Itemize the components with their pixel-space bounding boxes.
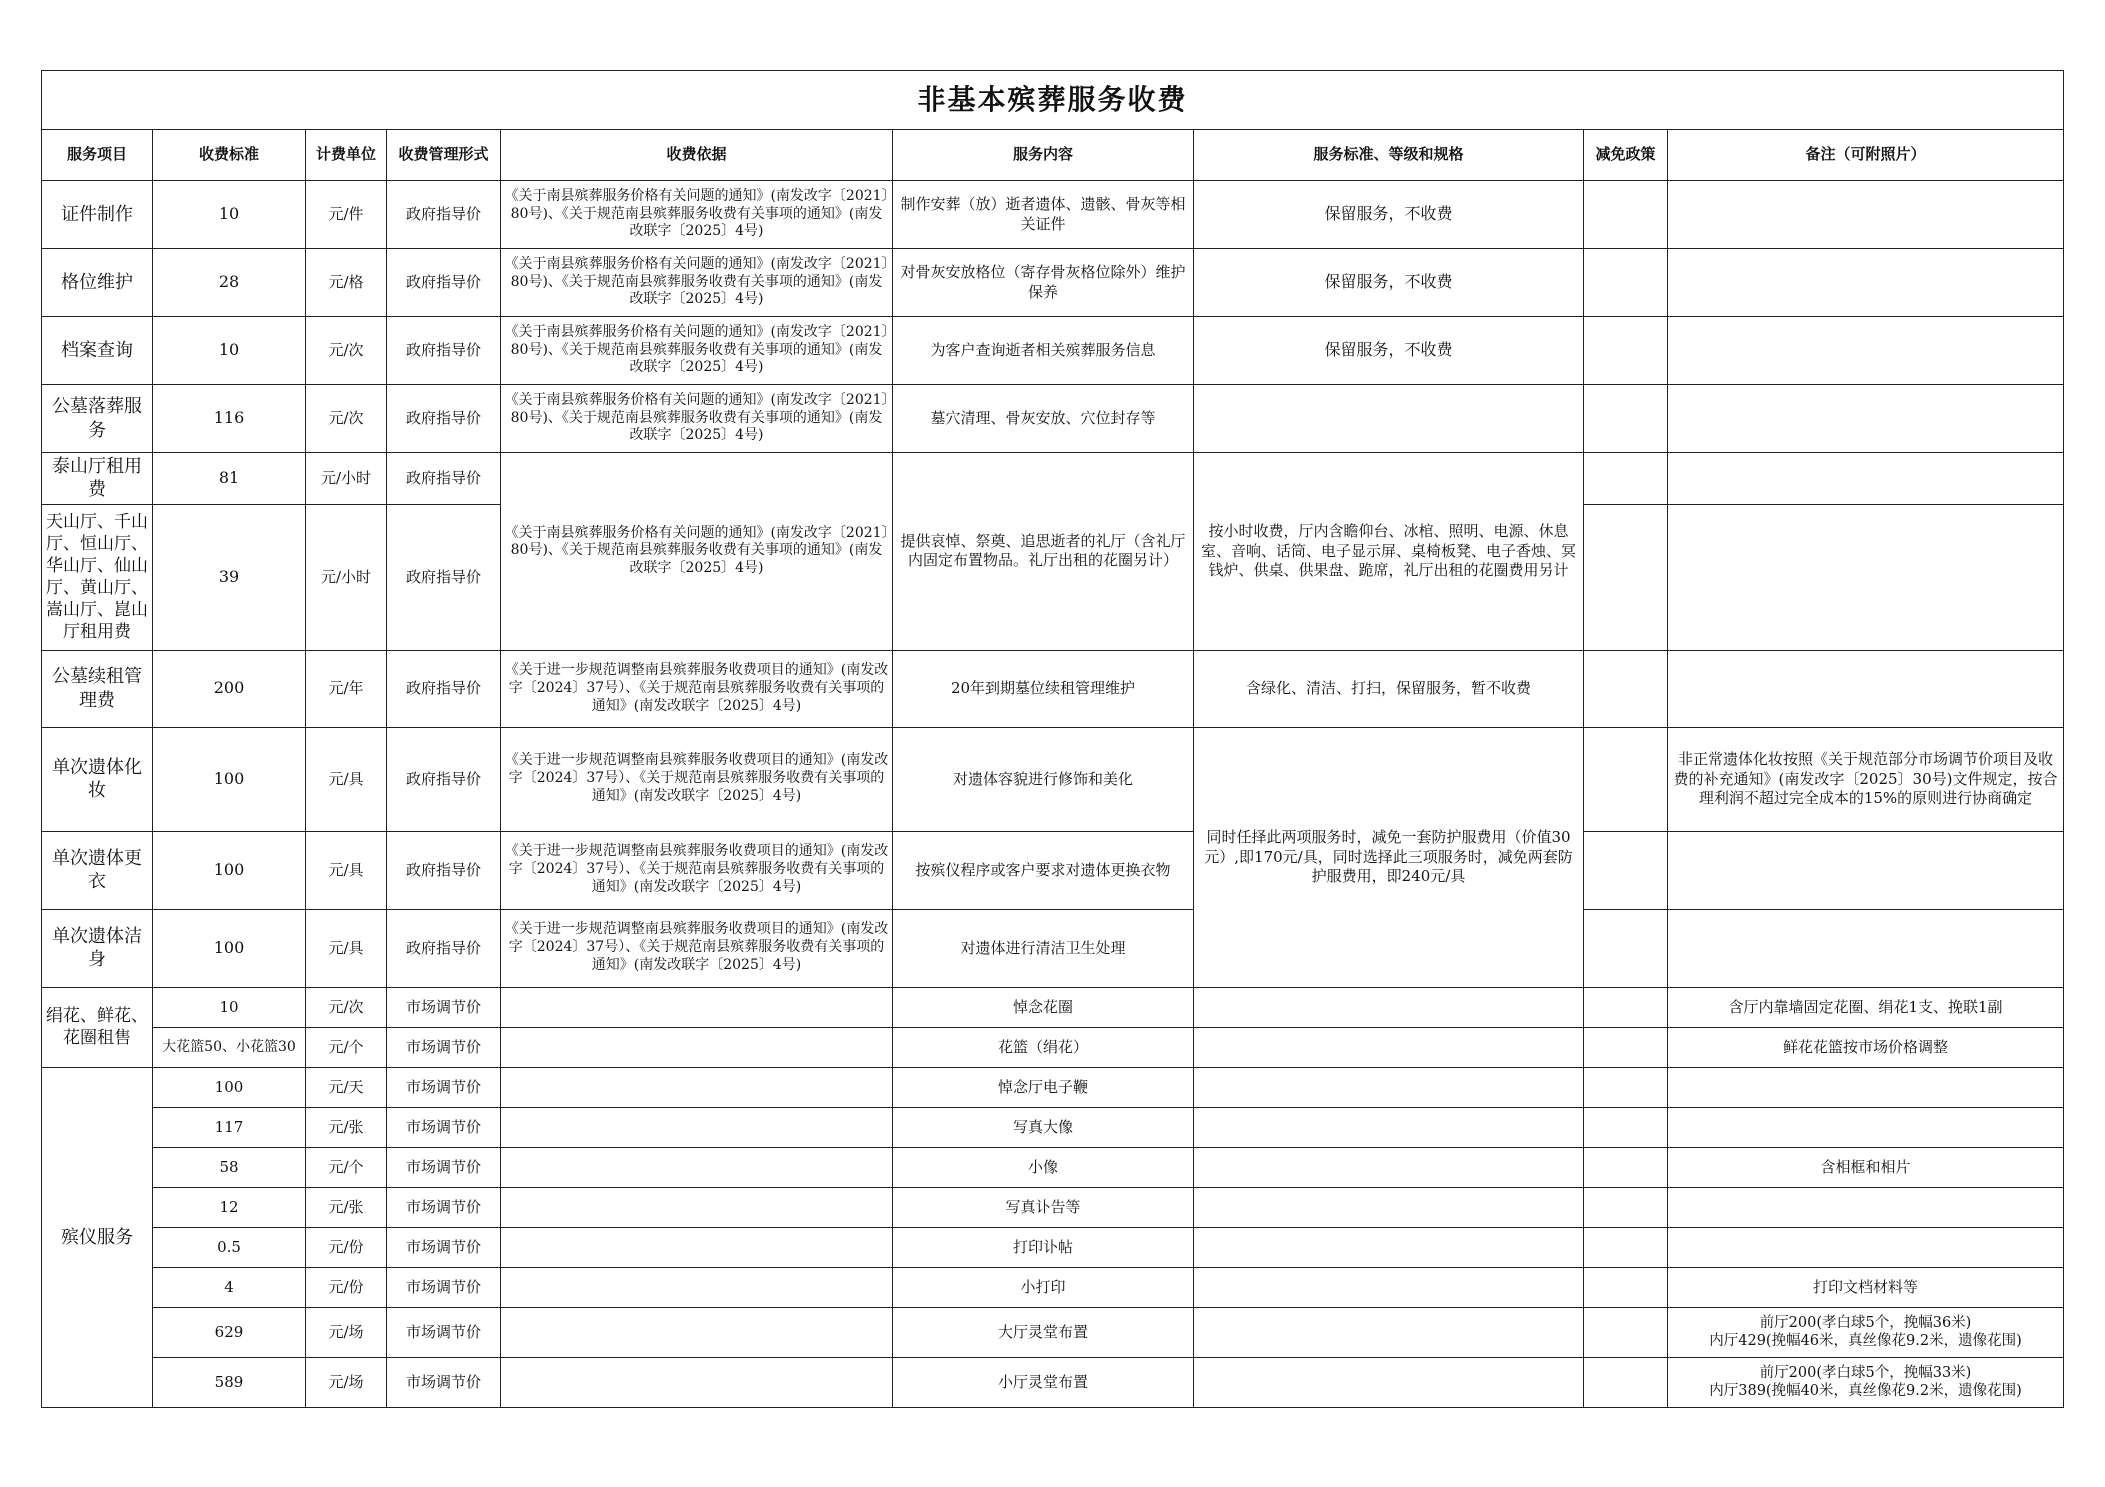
item-price: 4 [153, 1267, 306, 1307]
item-standard [1194, 1067, 1584, 1107]
item-content: 小打印 [893, 1267, 1194, 1307]
item-mgmt: 市场调节价 [387, 1267, 501, 1307]
item-basis: 《关于南县殡葬服务价格有关问题的通知》(南发改字〔2021〕80号)、《关于规范南县殡葬服务收费有关事项的通知》(南发改联字〔2025〕4号) [501, 249, 893, 317]
item-name: 证件制作 [42, 181, 153, 249]
item-relief [1584, 1267, 1668, 1307]
item-basis: 《关于南县殡葬服务价格有关问题的通知》(南发改字〔2021〕80号)、《关于规范南县殡葬服务收费有关事项的通知》(南发改联字〔2025〕4号) [501, 453, 893, 651]
item-standard [1194, 1357, 1584, 1407]
item-standard [1194, 1227, 1584, 1267]
item-basis: 《关于南县殡葬服务价格有关问题的通知》(南发改字〔2021〕80号)、《关于规范南县殡葬服务收费有关事项的通知》(南发改联字〔2025〕4号) [501, 181, 893, 249]
item-name: 单次遗体洁身 [42, 909, 153, 987]
item-unit: 元/小时 [306, 453, 387, 505]
item-standard [1194, 385, 1584, 453]
item-content: 按殡仪程序或客户要求对遗体更换衣物 [893, 831, 1194, 909]
table-row [42, 1187, 2064, 1227]
item-note [1668, 1067, 2064, 1107]
item-standard: 含绿化、清洁、打扫，保留服务，暂不收费 [1194, 650, 1584, 727]
item-mgmt: 市场调节价 [387, 987, 501, 1027]
item-unit: 元/年 [306, 650, 387, 727]
item-content: 为客户查询逝者相关殡葬服务信息 [893, 317, 1194, 385]
item-content: 小厅灵堂布置 [893, 1357, 1194, 1407]
item-relief [1584, 249, 1668, 317]
item-unit: 元/具 [306, 831, 387, 909]
item-note [1668, 650, 2064, 727]
fee-table [41, 70, 2064, 1408]
item-unit: 元/场 [306, 1307, 387, 1357]
item-mgmt: 市场调节价 [387, 1107, 501, 1147]
item-unit: 元/张 [306, 1187, 387, 1227]
header-cell: 服务项目 [42, 130, 153, 181]
table-row [42, 1027, 2064, 1067]
table-row [42, 831, 2064, 909]
table-row [42, 1067, 2064, 1107]
item-unit: 元/格 [306, 249, 387, 317]
item-unit: 元/件 [306, 181, 387, 249]
item-note [1668, 249, 2064, 317]
item-note [1668, 453, 2064, 505]
item-standard [1194, 1107, 1584, 1147]
item-mgmt: 市场调节价 [387, 1307, 501, 1357]
header-cell: 服务内容 [893, 130, 1194, 181]
header-cell: 收费依据 [501, 130, 893, 181]
item-relief [1584, 504, 1668, 650]
item-name: 档案查询 [42, 317, 153, 385]
item-standard: 保留服务，不收费 [1194, 317, 1584, 385]
item-unit: 元/具 [306, 727, 387, 831]
item-mgmt: 市场调节价 [387, 1067, 501, 1107]
item-unit: 元/张 [306, 1107, 387, 1147]
item-basis [501, 1227, 893, 1267]
item-price: 100 [153, 727, 306, 831]
item-relief [1584, 1147, 1668, 1187]
item-note [1668, 1187, 2064, 1227]
item-note [1668, 317, 2064, 385]
item-standard [1194, 1147, 1584, 1187]
item-mgmt: 市场调节价 [387, 1357, 501, 1407]
item-note [1668, 1107, 2064, 1147]
item-basis [501, 987, 893, 1027]
table-row [42, 385, 2064, 453]
table-row [42, 1267, 2064, 1307]
item-unit: 元/场 [306, 1357, 387, 1407]
item-price: 39 [153, 504, 306, 650]
item-basis [501, 1107, 893, 1147]
item-basis [501, 1027, 893, 1067]
item-mgmt: 市场调节价 [387, 1027, 501, 1067]
header-cell: 减免政策 [1584, 130, 1668, 181]
item-price: 10 [153, 317, 306, 385]
item-basis [501, 1147, 893, 1187]
item-content: 小像 [893, 1147, 1194, 1187]
table-row [42, 181, 2064, 249]
item-relief [1584, 1357, 1668, 1407]
item-note [1668, 385, 2064, 453]
item-price: 100 [153, 831, 306, 909]
item-relief [1584, 1307, 1668, 1357]
item-unit: 元/个 [306, 1147, 387, 1187]
item-name: 公墓续租管理费 [42, 650, 153, 727]
item-basis: 《关于进一步规范调整南县殡葬服务收费项目的通知》(南发改字〔2024〕37号）、《关于规范南县殡葬服务收费有关事项的通知》(南发改联字〔2025〕4号) [501, 727, 893, 831]
item-basis: 《关于进一步规范调整南县殡葬服务收费项目的通知》(南发改字〔2024〕37号）、《关于规范南县殡葬服务收费有关事项的通知》(南发改联字〔2025〕4号) [501, 831, 893, 909]
item-price: 116 [153, 385, 306, 453]
item-relief [1584, 1107, 1668, 1147]
item-standard: 同时任择此两项服务时，减免一套防护服费用（价值30元）,即170元/具，同时选择此三项服务时，减免两套防护服费用，即240元/具 [1194, 727, 1584, 987]
item-price: 0.5 [153, 1227, 306, 1267]
item-price: 81 [153, 453, 306, 505]
item-relief [1584, 1227, 1668, 1267]
item-unit: 元/次 [306, 987, 387, 1027]
item-mgmt: 政府指导价 [387, 727, 501, 831]
item-standard [1194, 987, 1584, 1027]
item-price: 589 [153, 1357, 306, 1407]
item-content: 制作安葬（放）逝者遗体、遗骸、骨灰等相关证件 [893, 181, 1194, 249]
item-basis: 《关于南县殡葬服务价格有关问题的通知》(南发改字〔2021〕80号)、《关于规范南县殡葬服务收费有关事项的通知》(南发改联字〔2025〕4号) [501, 317, 893, 385]
item-name: 格位维护 [42, 249, 153, 317]
item-note: 前厅200(孝白球5个，挽幅33米) 内厅389(挽幅40米，真丝像花9.2米，遗像花围) [1668, 1357, 2064, 1407]
item-relief [1584, 727, 1668, 831]
item-content: 对遗体进行清洁卫生处理 [893, 909, 1194, 987]
item-name: 殡仪服务 [42, 1067, 153, 1407]
item-relief [1584, 1187, 1668, 1227]
item-name: 公墓落葬服务 [42, 385, 153, 453]
item-basis [501, 1267, 893, 1307]
table-row [42, 249, 2064, 317]
table-row [42, 1307, 2064, 1357]
item-mgmt: 政府指导价 [387, 650, 501, 727]
item-relief [1584, 385, 1668, 453]
item-mgmt: 政府指导价 [387, 453, 501, 505]
item-mgmt: 政府指导价 [387, 181, 501, 249]
item-relief [1584, 1067, 1668, 1107]
item-content: 花篮（绢花） [893, 1027, 1194, 1067]
item-price: 100 [153, 1067, 306, 1107]
item-note [1668, 504, 2064, 650]
item-note [1668, 1227, 2064, 1267]
item-content: 墓穴清理、骨灰安放、穴位封存等 [893, 385, 1194, 453]
fee-sheet [41, 70, 2063, 1408]
item-note: 含厅内靠墙固定花圈、绢花1支、挽联1副 [1668, 987, 2064, 1027]
header-cell: 收费管理形式 [387, 130, 501, 181]
item-unit: 元/小时 [306, 504, 387, 650]
item-relief [1584, 650, 1668, 727]
item-price: 10 [153, 181, 306, 249]
item-relief [1584, 831, 1668, 909]
item-basis [501, 1357, 893, 1407]
item-relief [1584, 317, 1668, 385]
item-name: 泰山厅租用费 [42, 453, 153, 505]
item-content: 对骨灰安放格位（寄存骨灰格位除外）维护保养 [893, 249, 1194, 317]
item-name: 绢花、鲜花、花圈租售 [42, 987, 153, 1067]
item-name: 单次遗体化妆 [42, 727, 153, 831]
item-price: 大花篮50、小花篮30 [153, 1027, 306, 1067]
sheet-title: 非基本殡葬服务收费 [42, 71, 2064, 130]
item-mgmt: 政府指导价 [387, 385, 501, 453]
header-row [42, 130, 2064, 181]
item-name: 天山厅、千山厅、恒山厅、华山厅、仙山厅、黄山厅、嵩山厅、崑山厅租用费 [42, 504, 153, 650]
item-relief [1584, 909, 1668, 987]
item-note: 打印文档材料等 [1668, 1267, 2064, 1307]
item-basis [501, 1187, 893, 1227]
item-content: 写真大像 [893, 1107, 1194, 1147]
item-basis [501, 1067, 893, 1107]
item-basis: 《关于进一步规范调整南县殡葬服务收费项目的通知》(南发改字〔2024〕37号）、《关于规范南县殡葬服务收费有关事项的通知》(南发改联字〔2025〕4号) [501, 650, 893, 727]
item-price: 200 [153, 650, 306, 727]
item-unit: 元/天 [306, 1067, 387, 1107]
item-note: 含相框和相片 [1668, 1147, 2064, 1187]
table-row [42, 1147, 2064, 1187]
item-price: 629 [153, 1307, 306, 1357]
item-name: 单次遗体更衣 [42, 831, 153, 909]
item-content: 写真讣告等 [893, 1187, 1194, 1227]
item-price: 58 [153, 1147, 306, 1187]
item-standard: 按小时收费，厅内含瞻仰台、冰棺、照明、电源、休息室、音响、话筒、电子显示屏、桌椅板凳、电子香烛、冥钱炉、供桌、供果盘、跪席，礼厅出租的花圈费用另计 [1194, 453, 1584, 651]
item-relief [1584, 181, 1668, 249]
item-basis [501, 1307, 893, 1357]
item-mgmt: 市场调节价 [387, 1147, 501, 1187]
item-content: 大厅灵堂布置 [893, 1307, 1194, 1357]
item-standard [1194, 1027, 1584, 1067]
item-price: 100 [153, 909, 306, 987]
table-row [42, 987, 2064, 1027]
item-unit: 元/具 [306, 909, 387, 987]
item-standard: 保留服务，不收费 [1194, 181, 1584, 249]
item-mgmt: 政府指导价 [387, 317, 501, 385]
item-relief [1584, 987, 1668, 1027]
item-price: 10 [153, 987, 306, 1027]
item-content: 悼念花圈 [893, 987, 1194, 1027]
item-price: 117 [153, 1107, 306, 1147]
table-row [42, 650, 2064, 727]
item-mgmt: 市场调节价 [387, 1187, 501, 1227]
item-note [1668, 181, 2064, 249]
table-row [42, 1357, 2064, 1407]
table-row [42, 909, 2064, 987]
item-content: 打印讣帖 [893, 1227, 1194, 1267]
item-unit: 元/次 [306, 317, 387, 385]
item-mgmt: 政府指导价 [387, 249, 501, 317]
item-unit: 元/次 [306, 385, 387, 453]
item-standard [1194, 1187, 1584, 1227]
item-note [1668, 831, 2064, 909]
table-row [42, 1107, 2064, 1147]
item-content: 20年到期墓位续租管理维护 [893, 650, 1194, 727]
table-row [42, 1227, 2064, 1267]
item-note [1668, 909, 2064, 987]
item-standard [1194, 1267, 1584, 1307]
item-content: 悼念厅电子鞭 [893, 1067, 1194, 1107]
item-standard [1194, 1307, 1584, 1357]
item-mgmt: 市场调节价 [387, 1227, 501, 1267]
item-price: 12 [153, 1187, 306, 1227]
item-basis: 《关于南县殡葬服务价格有关问题的通知》(南发改字〔2021〕80号)、《关于规范南县殡葬服务收费有关事项的通知》(南发改联字〔2025〕4号) [501, 385, 893, 453]
item-unit: 元/份 [306, 1267, 387, 1307]
table-row [42, 727, 2064, 831]
table-row [42, 453, 2064, 505]
item-unit: 元/份 [306, 1227, 387, 1267]
item-standard: 保留服务，不收费 [1194, 249, 1584, 317]
item-basis: 《关于进一步规范调整南县殡葬服务收费项目的通知》(南发改字〔2024〕37号）、《关于规范南县殡葬服务收费有关事项的通知》(南发改联字〔2025〕4号) [501, 909, 893, 987]
item-content: 对遗体容貌进行修饰和美化 [893, 727, 1194, 831]
item-price: 28 [153, 249, 306, 317]
item-mgmt: 政府指导价 [387, 909, 501, 987]
item-mgmt: 政府指导价 [387, 504, 501, 650]
header-cell: 服务标准、等级和规格 [1194, 130, 1584, 181]
item-note: 鲜花花篮按市场价格调整 [1668, 1027, 2064, 1067]
item-relief [1584, 1027, 1668, 1067]
item-unit: 元/个 [306, 1027, 387, 1067]
header-cell: 收费标准 [153, 130, 306, 181]
item-note: 非正常遗体化妆按照《关于规范部分市场调节价项目及收费的补充通知》(南发改字〔2025〕30号)文件规定，按合理利润不超过完全成本的15%的原则进行协商确定 [1668, 727, 2064, 831]
item-note: 前厅200(孝白球5个，挽幅36米) 内厅429(挽幅46米，真丝像花9.2米，遗像花围) [1668, 1307, 2064, 1357]
header-cell: 备注（可附照片） [1668, 130, 2064, 181]
item-relief [1584, 453, 1668, 505]
header-cell: 计费单位 [306, 130, 387, 181]
item-content: 提供哀悼、祭奠、追思逝者的礼厅（含礼厅内固定布置物品。礼厅出租的花圈另计） [893, 453, 1194, 651]
item-mgmt: 政府指导价 [387, 831, 501, 909]
table-row [42, 317, 2064, 385]
